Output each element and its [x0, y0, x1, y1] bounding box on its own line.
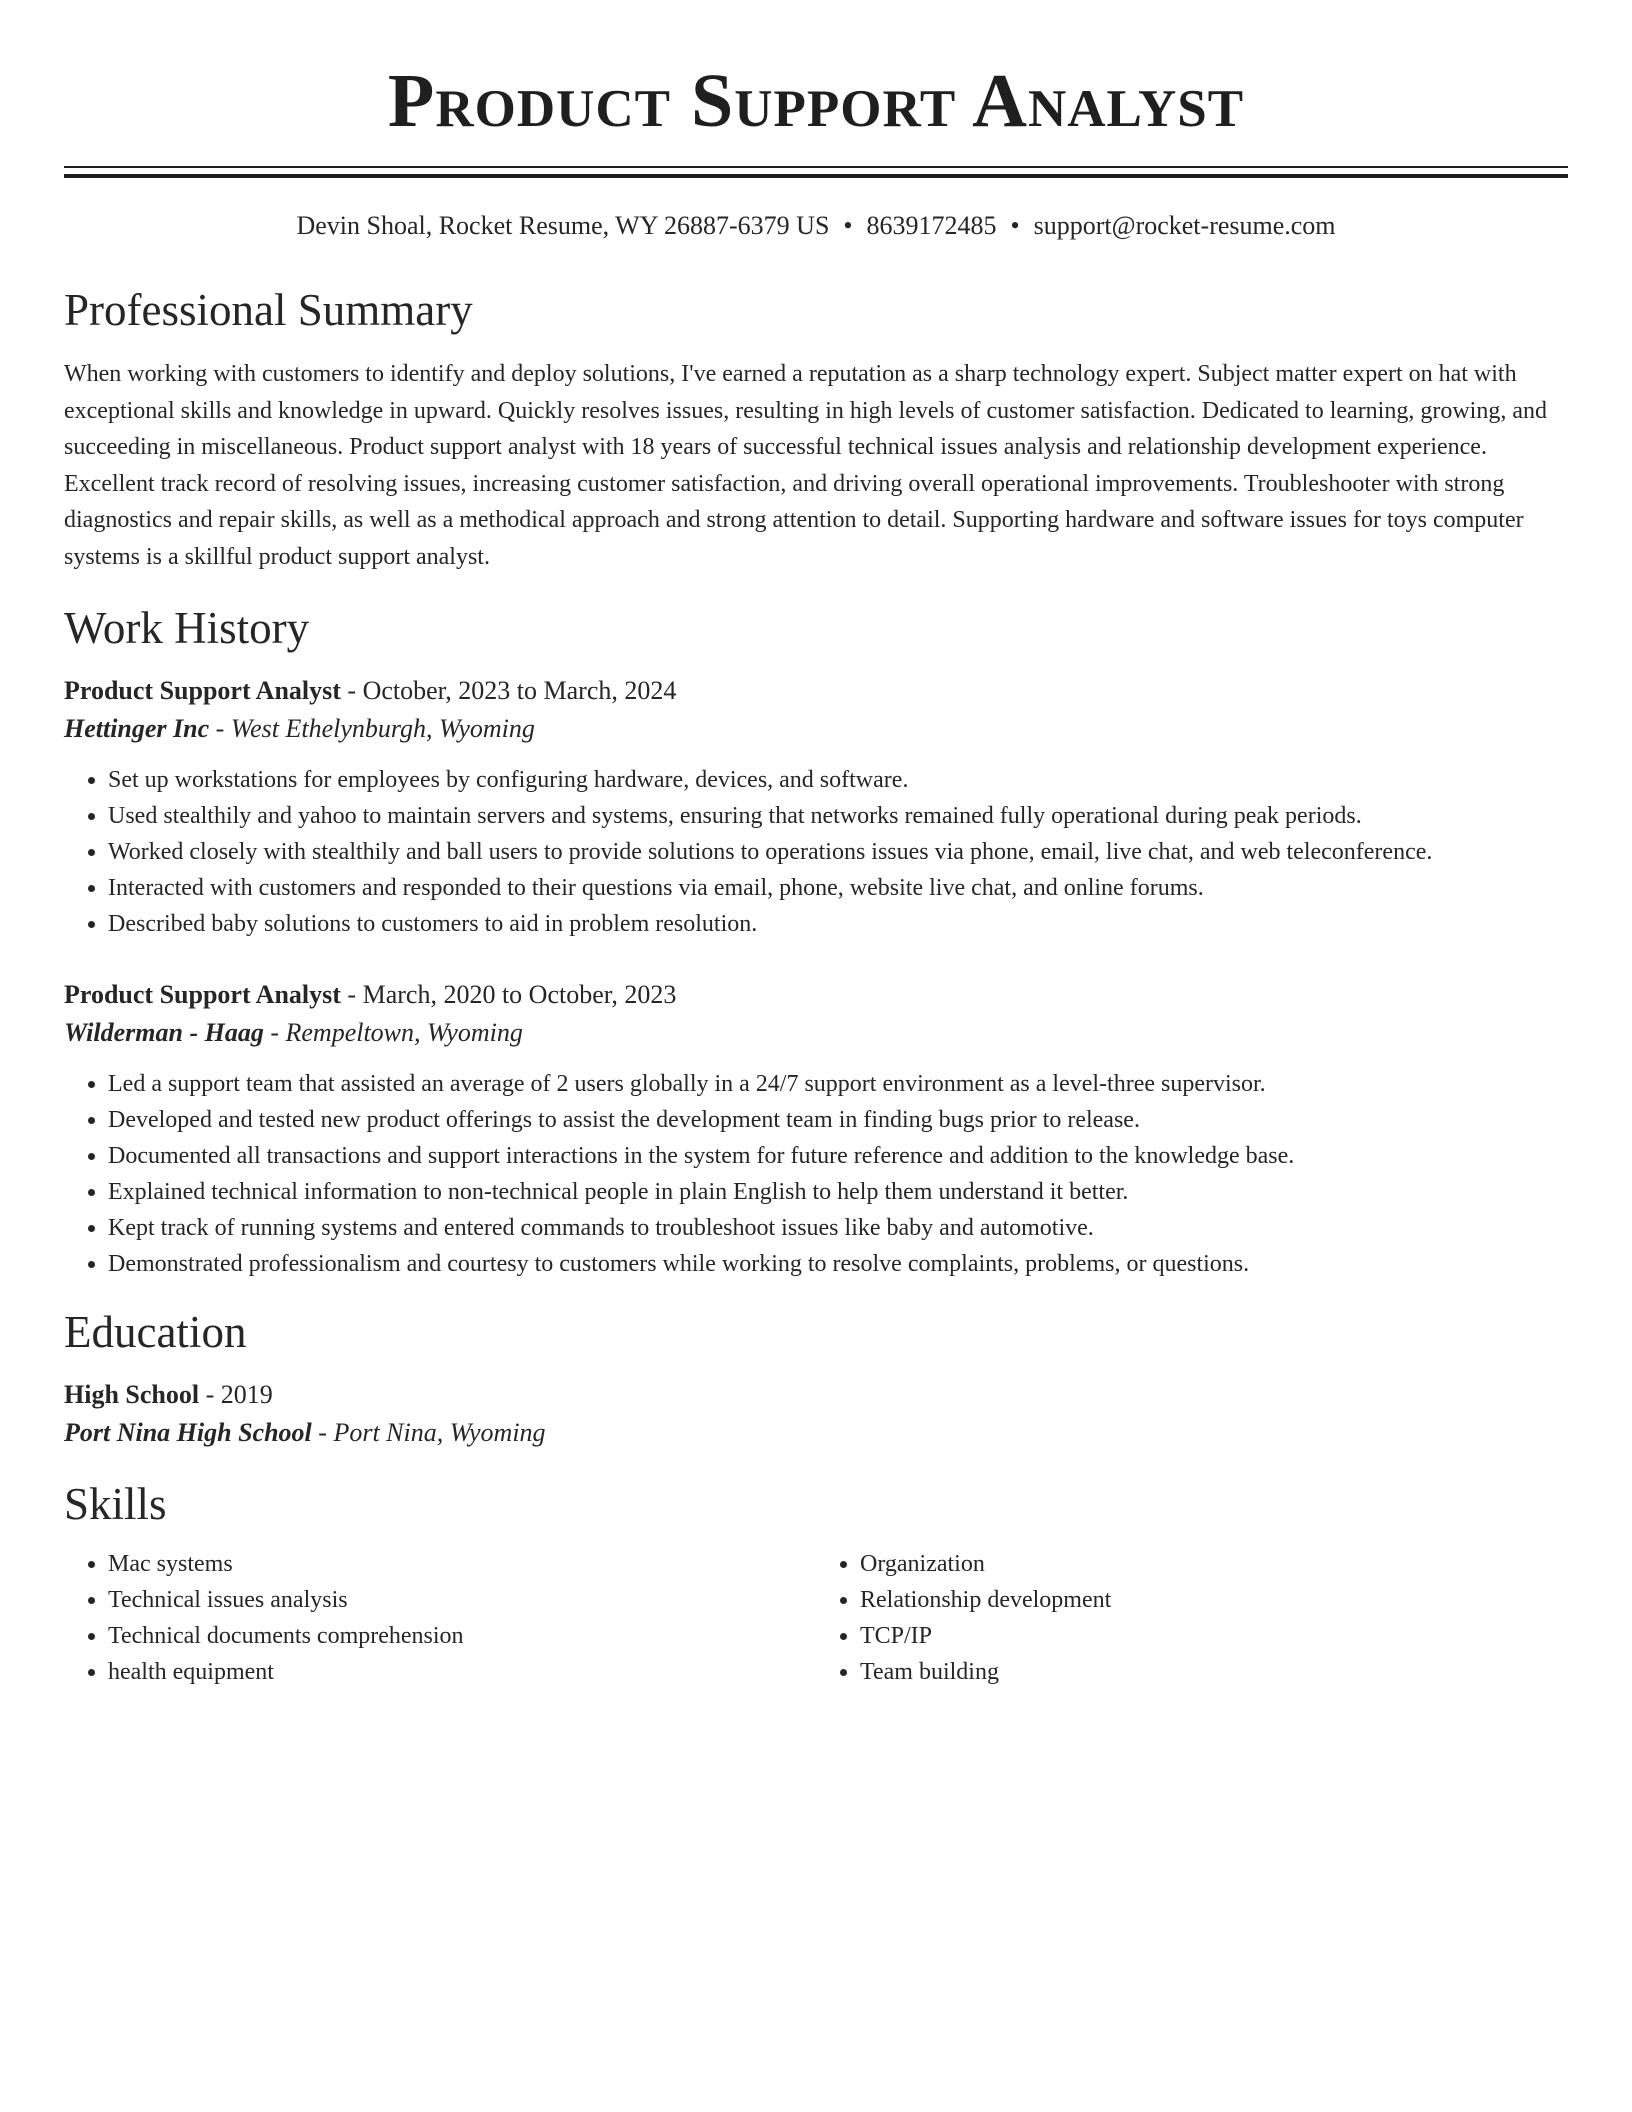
work-history-heading: Work History	[64, 602, 310, 653]
job-bullet: • Documented all transactions and support interactions in the system for future reference and addition to the knowledge base.	[108, 1138, 1568, 1174]
job-dash: -	[340, 675, 363, 705]
education-year: 2019	[220, 1379, 273, 1409]
job-dates: March, 2020 to October, 2023	[362, 979, 677, 1009]
education-school: Port Nina High School	[64, 1417, 312, 1447]
contact-phone: 8639172485	[866, 211, 997, 240]
skills-list	[64, 1546, 816, 1690]
education-entry	[64, 1376, 1568, 1452]
contact-separator: •	[843, 211, 853, 240]
job-bullet: • Interacted with customers and responded to their questions via email, phone, website live chat, and online forums.	[108, 870, 1568, 906]
skill-item: • health equipment	[108, 1654, 816, 1690]
contact-address: Devin Shoal, Rocket Resume, WY 26887-6379 US	[296, 211, 830, 240]
job-bullet: • Kept track of running systems and entered commands to troubleshoot issues like baby and automotive.	[108, 1210, 1568, 1246]
title-double-rule	[64, 166, 1568, 178]
summary-text: When working with customers to identify and deploy solutions, I've earned a reputation as a sharp technology expert. Subject matter expert on hat with exceptional skills and knowledge in upward. Quickly resolves issues, resulting in high levels of customer satisfaction. Dedicated to learning, growing, and succeeding in miscellaneous. Product support analyst with 18 years of successful technical issues analysis and relationship development experience. Excellent track record of resolving issues, increasing customer satisfaction, and driving overall operational improvements. Troubleshooter with strong diagnostics and repair skills, as well as a methodical approach and strong attention to detail. Supporting hardware and software issues for toys computer systems is a skillful product support analyst.	[64, 361, 1547, 570]
education-location: Port Nina, Wyoming	[333, 1417, 546, 1447]
skill-item: • Relationship development	[860, 1582, 1568, 1618]
job-bullet: • Set up workstations for employees by configuring hardware, devices, and software.	[108, 762, 1568, 798]
job-bullet: • Used stealthily and yahoo to maintain servers and systems, ensuring that networks remained fully operational during peak periods.	[108, 798, 1568, 834]
job-bullet: • Explained technical information to non-technical people in plain English to help them understand it better.	[108, 1174, 1568, 1210]
skills-heading: Skills	[64, 1478, 167, 1529]
job-dash: -	[263, 1017, 286, 1047]
job-company: Wilderman - Haag	[64, 1017, 264, 1047]
job-entry	[64, 672, 1568, 942]
education-heading: Education	[64, 1306, 247, 1357]
skills-grid	[64, 1546, 1568, 1690]
skill-item: • TCP/IP	[860, 1618, 1568, 1654]
skill-item: • Organization	[860, 1546, 1568, 1582]
job-bullet-list	[64, 762, 1568, 942]
education-heading-line	[64, 1376, 1568, 1414]
skills-list	[816, 1546, 1568, 1690]
education-degree: High School	[64, 1379, 200, 1409]
job-organization	[64, 1014, 1568, 1052]
skill-item: • Team building	[860, 1654, 1568, 1690]
skill-item: • Technical issues analysis	[108, 1582, 816, 1618]
skill-item: • Technical documents comprehension	[108, 1618, 816, 1654]
education-school-line	[64, 1414, 1568, 1452]
contact-separator: •	[1010, 211, 1020, 240]
job-role: Product Support Analyst	[64, 675, 341, 705]
contact-email: support@rocket-resume.com	[1033, 211, 1336, 240]
skill-item: • Mac systems	[108, 1546, 816, 1582]
contact-line	[64, 208, 1568, 244]
job-dash: -	[209, 713, 231, 743]
summary-heading: Professional Summary	[64, 285, 473, 335]
job-organization	[64, 710, 1568, 748]
job-bullet: • Demonstrated professionalism and courtesy to customers while working to resolve complaints, problems, or questions.	[108, 1246, 1568, 1282]
job-dates: October, 2023 to March, 2024	[362, 675, 677, 705]
job-location: West Ethelynburgh, Wyoming	[230, 713, 535, 743]
education-dash: -	[199, 1379, 221, 1409]
job-role: Product Support Analyst	[64, 979, 341, 1009]
job-bullet: • Described baby solutions to customers to aid in problem resolution.	[108, 906, 1568, 942]
job-bullet-list	[64, 1066, 1568, 1282]
job-location: Rempeltown, Wyoming	[285, 1017, 523, 1047]
skills-column-left	[64, 1546, 816, 1690]
education-dash: -	[311, 1417, 334, 1447]
job-company: Hettinger Inc	[64, 713, 210, 743]
job-bullet: • Led a support team that assisted an average of 2 users globally in a 24/7 support environment as a level-three supervisor.	[108, 1066, 1568, 1102]
resume-title: Product Support Analyst	[387, 59, 1245, 143]
job-bullet: • Developed and tested new product offerings to assist the development team in finding bugs prior to release.	[108, 1102, 1568, 1138]
job-heading	[64, 976, 1568, 1014]
job-entry	[64, 976, 1568, 1282]
skills-column-right	[816, 1546, 1568, 1690]
job-dash: -	[340, 979, 363, 1009]
job-bullet: • Worked closely with stealthily and ball users to provide solutions to operations issues via phone, email, live chat, and web teleconference.	[108, 834, 1568, 870]
job-heading	[64, 672, 1568, 710]
